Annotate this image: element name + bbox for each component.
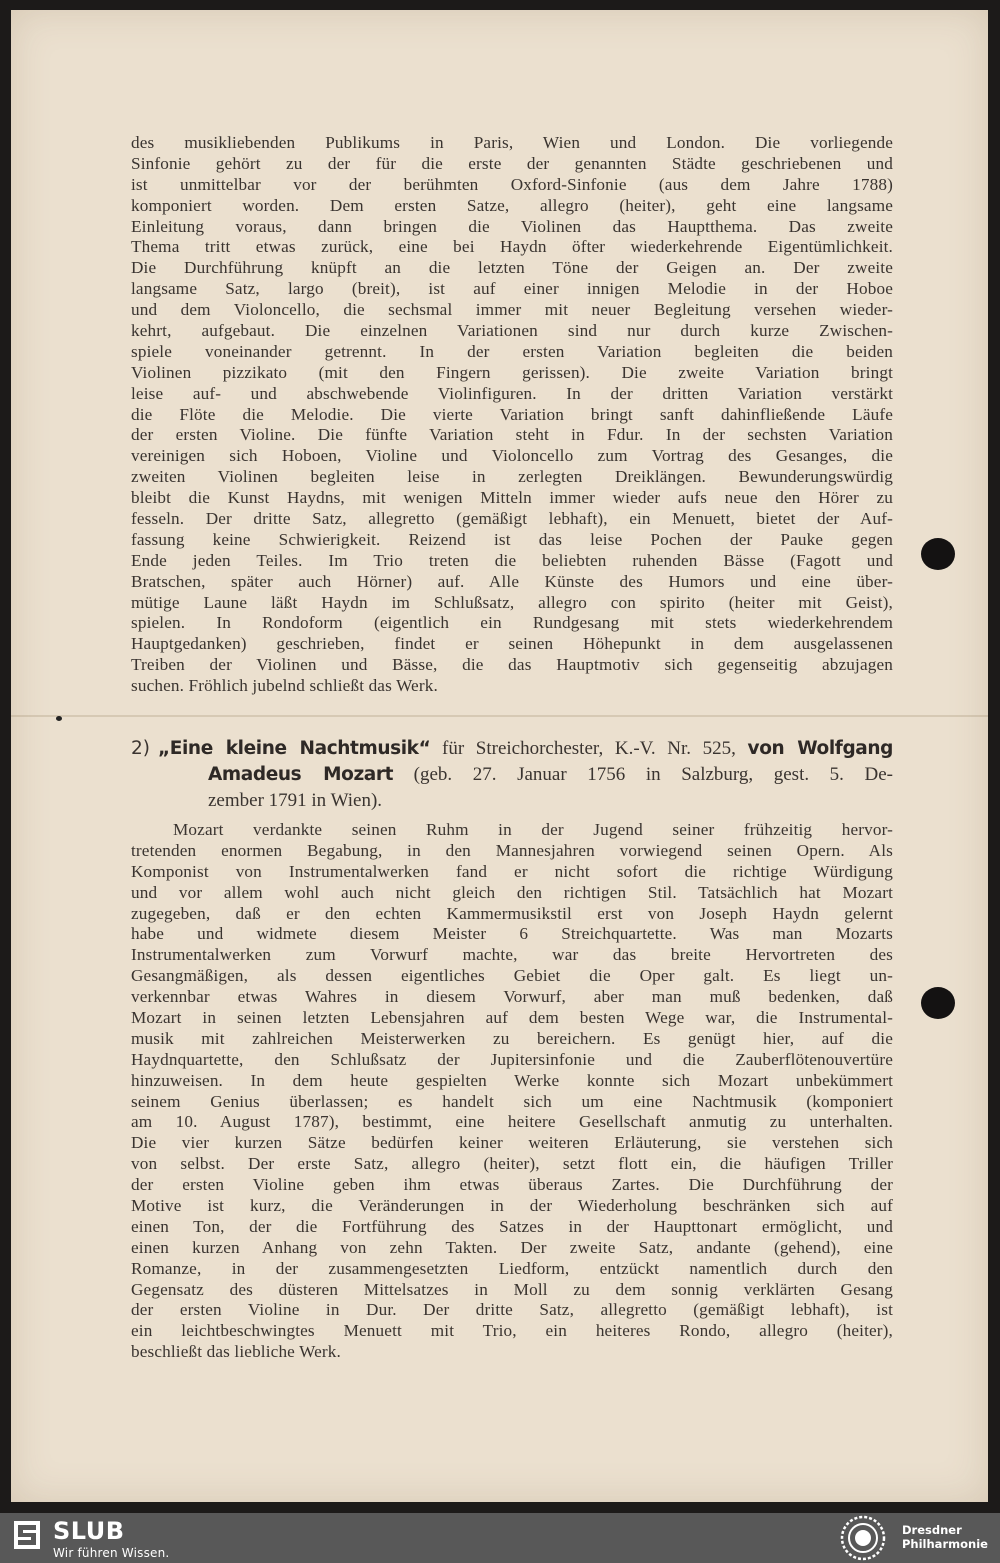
text-line: Komponist von Instrumentalwerken fand er nicht sofort die richtige Würdigung xyxy=(131,861,893,881)
philharmonie-logo-icon xyxy=(840,1515,886,1561)
text-line: und dem Violoncello, die sechsmal immer mit neuer Begleitung versehen wieder- xyxy=(131,300,893,320)
text-line: musik mit zahlreichen Meisterwerken zu bereichern. Es genügt hier, auf die xyxy=(131,1028,893,1048)
text-line: Haydnquartette, den Schlußsatz der Jupitersinfonie und die Zauberflötenouvertüre xyxy=(131,1049,893,1069)
text-line: Einleitung voraus, dann bringen die Violinen das Hauptthema. Das zweite xyxy=(131,216,893,236)
partner-name xyxy=(902,1523,992,1551)
text-line: Hauptgedanken) geschrieben, findet er seinen Höhepunkt in dem ausgelassenen xyxy=(131,634,893,654)
text-line: des musikliebenden Publikums in Paris, Wien und London. Die vorliegende xyxy=(131,133,893,152)
text-line: einen kurzen Anhang von zehn Takten. Der zweite Satz, andante (gehend), eine xyxy=(131,1237,893,1257)
text-line: Thema tritt etwas zurück, eine bei Haydn öfter wiederkehrende Eigentümlichkeit. xyxy=(131,237,893,257)
text-line: langsame Satz, largo (breit), ist auf einer innigen Melodie in der Hoboe xyxy=(131,279,893,299)
text-line: Ende jeden Teiles. Im Trio treten die beliebten ruhenden Bässe (Fagott und xyxy=(131,550,893,570)
text-line: leise auf- und abschwebende Violinfiguren. In der dritten Variation verstärkt xyxy=(131,383,893,403)
text-line: spiele voneinander getrennt. In der ersten Variation begleiten die beiden xyxy=(131,341,893,361)
haydn-description-paragraph xyxy=(131,133,893,697)
slub-logo-icon xyxy=(14,1521,40,1549)
composer-dates-1: (geb. 27. Januar 1756 in Salzburg, gest. 5. De- xyxy=(393,764,893,785)
footer-bar xyxy=(0,1513,1000,1563)
text-line: Mozart verdankte seinen Ruhm in der Jugend seiner frühzeitig hervor- xyxy=(173,820,893,839)
heading-line-1 xyxy=(131,736,893,762)
text-line: fassung keine Schwierigkeit. Reizend ist das leise Pochen der Pauke gegen xyxy=(131,529,893,549)
text-line: spielen. In Rondoform (eigentlich ein Rundgesang mit stets wiederkehrendem xyxy=(131,613,893,633)
text-line: der ersten Violine in Dur. Der dritte Satz, allegretto (gemäßigt lebhaft), ist xyxy=(131,1300,893,1320)
partner-line-2: Philharmonie xyxy=(902,1537,988,1551)
text-line: ein leichtbeschwingtes Menuett mit Trio, ein heiteres Rondo, allegro (heiter), xyxy=(131,1321,893,1341)
text-line: vereinigen sich Hoboen, Violine und Violoncello zum Vortrag des Gesanges, die xyxy=(131,446,893,466)
text-line: Motive ist kurz, die Veränderungen in der Wiederholung beschränken sich auf xyxy=(131,1196,893,1216)
heading-line-2 xyxy=(131,762,893,788)
text-line: von selbst. Der erste Satz, allegro (heiter), setzt flott ein, die häufigen Triller xyxy=(131,1154,893,1174)
text-line: Treiben der Violinen und Bässe, die das Hauptmotiv sich gegenseitig abzujagen xyxy=(131,655,893,675)
text-line: tretenden enormen Begabung, in den Mannesjahren vorwiegend seinen Opern. Als xyxy=(131,840,893,860)
text-line: Romanze, in der zusammengesetzten Liedform, entzückt namentlich durch den xyxy=(131,1258,893,1278)
slub-tagline: Wir führen Wissen. xyxy=(53,1546,170,1560)
composer-dates-2: zember 1791 in Wien). xyxy=(208,790,383,811)
partner-line-1: Dresdner xyxy=(902,1523,962,1537)
text-line: kehrt, aufgebaut. Die einzelnen Variationen sind nur durch kurze Zwischen- xyxy=(131,321,893,341)
text-line: seinem Genius überlassen; es handelt sich um eine Nachtmusik (komponiert xyxy=(131,1091,893,1111)
page-fold xyxy=(11,715,988,717)
text-line: hinzuweisen. In dem heute gespielten Werke konnte sich Mozart unbekümmert xyxy=(131,1070,893,1090)
text-line: suchen. Fröhlich jubelnd schließt das Werk. xyxy=(131,676,438,696)
text-line: bleibt die Kunst Haydns, mit wenigen Mitteln immer wieder aufs neue den Hörer zu xyxy=(131,488,893,508)
text-line: Die vier kurzen Sätze bedürfen keiner weiteren Erläuterung, sie verstehen sich xyxy=(131,1133,893,1153)
text-line: am 10. August 1787), bestimmt, eine heitere Gesellschaft anmutig zu unterhalten. xyxy=(131,1112,893,1132)
heading-line-3 xyxy=(131,788,893,814)
text-line: zweiten Violinen begleiten leise in zerlegten Dreiklängen. Bewunderungswürdig xyxy=(131,467,893,487)
punch-hole xyxy=(921,987,955,1019)
work-subtitle: für Streichorchester, K.-V. Nr. 525, xyxy=(442,738,748,759)
text-line: Violinen pizzikato (mit den Fingern gerissen). Die zweite Variation bringt xyxy=(131,362,893,382)
text-line: der ersten Violine. Die fünfte Variation steht in Fdur. In der sechsten Variation xyxy=(131,425,893,445)
text-line: habe und widmete diesem Meister 6 Streichquartette. Was man Mozarts xyxy=(131,924,893,944)
text-line: Instrumentalwerken zum Vorwurf machte, war das breite Hervortreten des xyxy=(131,945,893,965)
work-title: „Eine kleine Nachtmusik“ xyxy=(158,738,431,759)
text-line: Gesangmäßigen, als dessen eigentliches Gebiet die Oper galt. Es liegt un- xyxy=(131,966,893,986)
text-line: die Flöte die Melodie. Die vierte Variation bringt sanft dahinfließende Läufe xyxy=(131,404,893,424)
composer-name-part2: Amadeus Mozart xyxy=(208,764,394,785)
text-line: einen Ton, der die Fortführung des Satzes in der Haupttonart ermöglicht, und xyxy=(131,1216,893,1236)
text-line: Sinfonie gehört zu der für die erste der genannten Städte geschriebenen und xyxy=(131,153,893,173)
text-line: Mozart in seinen letzten Lebensjahren auf dem besten Wege war, die Instrumental- xyxy=(131,1008,893,1028)
text-line: ist unmittelbar vor der berühmten Oxford-Sinfonie (aus dem Jahre 1788) xyxy=(131,174,893,194)
section-heading xyxy=(131,736,893,814)
text-line: fesseln. Der dritte Satz, allegretto (gemäßigt lebhaft), ein Menuett, bietet der Auf- xyxy=(131,509,893,529)
punch-hole xyxy=(921,538,955,570)
composer-name-part1: von Wolfgang xyxy=(747,738,893,759)
text-line: beschließt das liebliche Werk. xyxy=(131,1342,341,1362)
text-line: verkennbar etwas Wahres in diesem Vorwurf, aber man muß bedenken, daß xyxy=(131,987,893,1007)
text-line: zugegeben, daß er den echten Kammermusikstil erst von Joseph Haydn gelernt xyxy=(131,903,893,923)
text-line: und vor allem wohl auch nicht gleich den richtigen Stil. Tatsächlich hat Mozart xyxy=(131,882,893,902)
text-line: mütige Laune läßt Haydn im Schlußsatz, allegro con spirito (heiter mit Geist), xyxy=(131,592,893,612)
ink-speck xyxy=(56,716,62,721)
text-line: der ersten Violine geben ihm etwas überaus Zartes. Die Durchführung der xyxy=(131,1175,893,1195)
slub-name: SLUB xyxy=(53,1517,125,1545)
mozart-description-paragraph xyxy=(131,820,893,1363)
text-line: komponiert worden. Dem ersten Satze, allegro (heiter), geht eine langsame xyxy=(131,195,893,215)
text-line: Die Durchführung knüpft an die letzten Töne der Geigen an. Der zweite xyxy=(131,258,893,278)
text-line: Bratschen, später auch Hörner) auf. Alle Künste des Humors und eine über- xyxy=(131,571,893,591)
text-line: Gegensatz des düsteren Mittelsatzes in Moll zu dem sonnig verklärten Gesang xyxy=(131,1279,893,1299)
section-number: 2) xyxy=(131,738,150,759)
